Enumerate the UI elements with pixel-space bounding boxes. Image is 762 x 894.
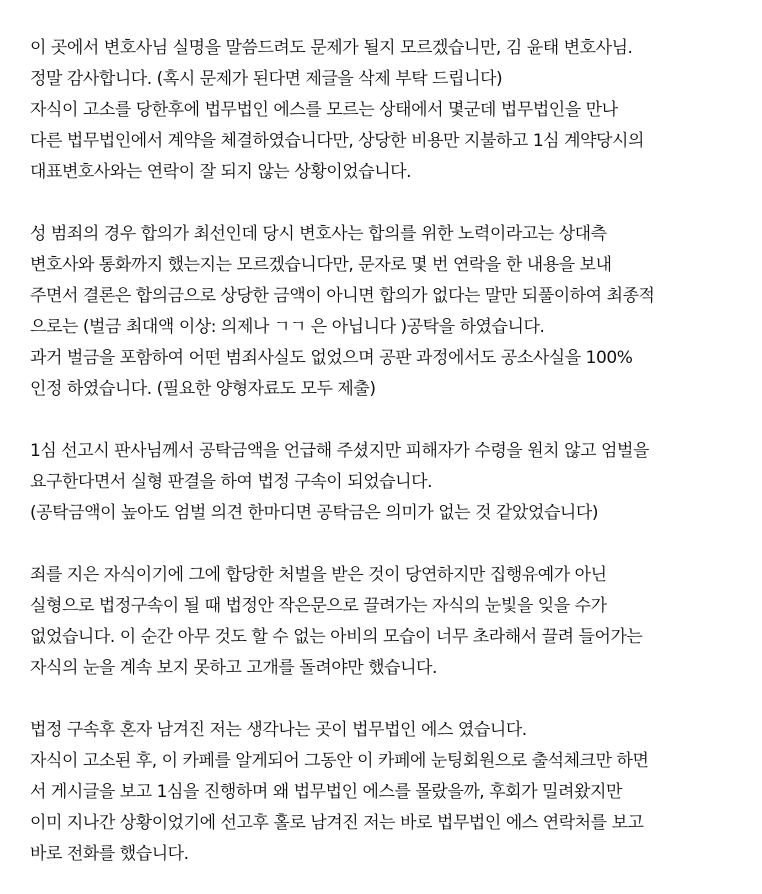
text-line: 바로 전화를 했습니다. — [30, 844, 189, 864]
text-line: 과거 벌금을 포함하여 어떤 범죄사실도 없었으며 공판 과정에서도 공소사실을 100% — [30, 348, 633, 368]
paragraph-2 — [30, 219, 742, 405]
text-line: 없었습니다. 이 순간 아무 것도 할 수 없는 아비의 모습이 너무 초라해서 끌려 들어가는 — [30, 627, 643, 647]
text-line: (공탁금액이 높아도 엄벌 의견 한마디면 공탁금은 의미가 없는 것 같았었습니다) — [30, 503, 599, 523]
text-line: 대표변호사와는 연락이 잘 되지 않는 상황이었습니다. — [30, 162, 412, 182]
paragraph-4 — [30, 560, 742, 684]
text-line: 법정 구속후 혼자 남겨진 저는 생각나는 곳이 법무법인 에스 였습니다. — [30, 720, 527, 740]
text-line: 정말 감사합니다. (혹시 문제가 된다면 제글을 삭제 부탁 드립니다) — [30, 69, 503, 89]
text-line: 1심 선고시 판사님께서 공탁금액을 언급해 주셨지만 피해자가 수령을 원치 않고 엄벌을 — [30, 441, 649, 461]
text-line: 서 게시글을 보고 1심을 진행하며 왜 법무법인 에스를 몰랐을까, 후회가 밀려왔지만 — [30, 782, 622, 802]
paragraph-spacer — [30, 188, 742, 219]
text-line: 다른 법무법인에서 계약을 체결하였습니다만, 상당한 비용만 지불하고 1심 계약당시의 — [30, 131, 644, 151]
text-line: 실형으로 법정구속이 될 때 법정안 작은문으로 끌려가는 자식의 눈빛을 잊을 수가 — [30, 596, 607, 616]
paragraph-spacer — [30, 405, 742, 436]
text-line: 성 범죄의 경우 합의가 최선인데 당시 변호사는 합의를 위한 노력이라고는 상대측 — [30, 224, 607, 244]
text-line: 으로는 (벌금 최대액 이상: 의제나 ㄱㄱ 은 아닙니다 )공탁을 하였습니다. — [30, 317, 545, 337]
text-line: 변호사와 통화까지 했는지는 모르겠습니다만, 문자로 몇 번 연락을 한 내용을 보내 — [30, 255, 612, 275]
paragraph-spacer — [30, 529, 742, 560]
paragraph-1 — [30, 33, 742, 188]
text-line: 자식이 고소를 당한후에 법무법인 에스를 모르는 상태에서 몇군데 법무법인을 만나 — [30, 100, 618, 120]
text-line: 이미 지나간 상황이었기에 선고후 홀로 남겨진 저는 바로 법무법인 에스 연락처를 보고 — [30, 813, 644, 833]
paragraph-5 — [30, 715, 742, 870]
text-line: 죄를 지은 자식이기에 그에 합당한 처벌을 받은 것이 당연하지만 집행유예가 아닌 — [30, 565, 607, 585]
paragraph-3 — [30, 436, 742, 529]
text-line: 요구한다면서 실형 판결을 하여 법정 구속이 되었습니다. — [30, 472, 433, 492]
paragraph-spacer — [30, 684, 742, 715]
text-line: 자식이 고소된 후, 이 카페를 알게되어 그동안 이 카페에 눈팅회원으로 출석체크만 하면 — [30, 751, 649, 771]
text-line: 인정 하였습니다. (필요한 양형자료도 모두 제출) — [30, 379, 376, 399]
text-line: 주면서 결론은 합의금으로 상당한 금액이 아니면 합의가 없다는 말만 되풀이하여 최종적 — [30, 286, 655, 306]
text-line: 이 곳에서 변호사님 실명을 말씀드려도 문제가 될지 모르겠습니만, 김 윤태 변호사님. — [30, 38, 633, 58]
text-line: 자식의 눈을 계속 보지 못하고 고개를 돌려야만 했습니다. — [30, 658, 437, 678]
